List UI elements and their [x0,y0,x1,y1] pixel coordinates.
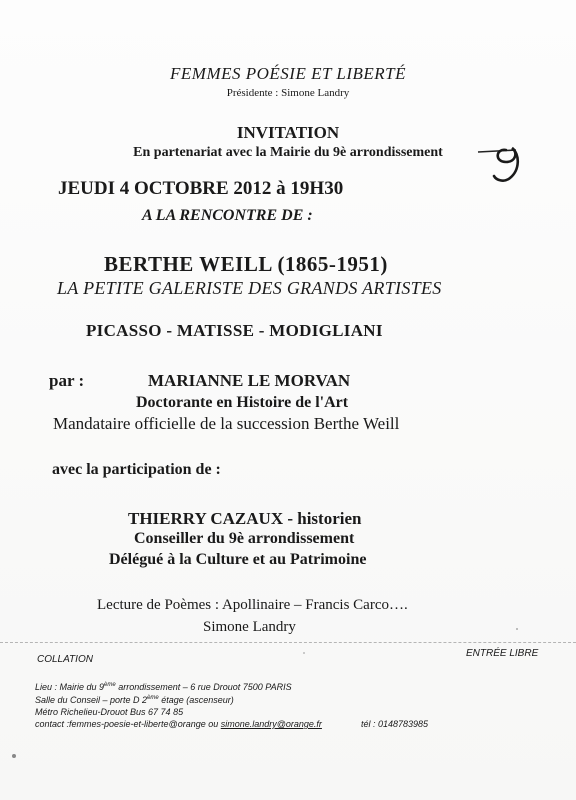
room-sup: ème [147,695,159,701]
free-entry-label: ENTRÉE LIBRE [466,648,539,659]
phone-number: tél : 0148783985 [361,719,429,729]
footer-divider [0,642,576,643]
contact-email-link[interactable]: simone.landry@orange.fr [220,719,322,729]
scan-speck [12,754,16,758]
room-prefix: Salle du Conseil – porte D 2 [35,695,148,705]
meeting-heading: A LA RENCONTRE DE : [142,207,313,224]
contact-line [35,719,322,729]
guest-role-1: Conseiller du 9è arrondissement [134,530,355,547]
venue-sup: ème [104,682,116,688]
subject-subtitle: LA PETITE GALERISTE DES GRANDS ARTISTES [57,278,442,298]
artists-line: PICASSO - MATISSE - MODIGLIANI [86,321,383,340]
speaker-by-label: par : [49,371,85,390]
speaker-title-1: Doctorante en Histoire de l'Art [136,394,349,411]
participation-label: avec la participation de : [52,461,221,478]
contact-prefix: contact :femmes-poesie-et-liberte@orange ou [35,719,221,729]
venue-prefix: Lieu : Mairie du 9 [35,682,105,692]
president-line: Présidente : Simone Landry [226,87,350,99]
room-suffix: étage (ascenseur) [158,695,234,705]
venue-suffix: arrondissement – 6 rue Drouot 7500 PARIS [115,682,292,692]
room-line [35,695,234,705]
guest-role-2: Délégué à la Culture et au Patrimoine [109,551,367,568]
speaker-name: MARIANNE LE MORVAN [148,371,351,390]
event-date: JEUDI 4 OCTOBRE 2012 à 19H30 [58,178,344,199]
scan-speck [516,628,518,630]
speaker-title-2: Mandataire officielle de la succession Berthe Weill [53,414,400,433]
association-name: FEMMES POÉSIE ET LIBERTÉ [170,64,406,83]
collation-label: COLLATION [37,654,93,665]
reading-line: Lecture de Poèmes : Apollinaire – Francis Carco…. [97,597,408,613]
invitation-title: INVITATION [236,123,340,142]
partnership-line: En partenariat avec la Mairie du 9è arrondissement [133,145,443,160]
venue-line [35,682,292,692]
subject-name: BERTHE WEILL (1865-1951) [104,252,388,276]
metro-line: Métro Richelieu-Drouot Bus 67 74 85 [35,707,184,717]
arrondissement-logo-icon [476,130,536,188]
guest-name: THIERRY CAZAUX - historien [128,509,362,528]
scan-speck [303,652,305,654]
reader-name: Simone Landry [203,619,296,635]
